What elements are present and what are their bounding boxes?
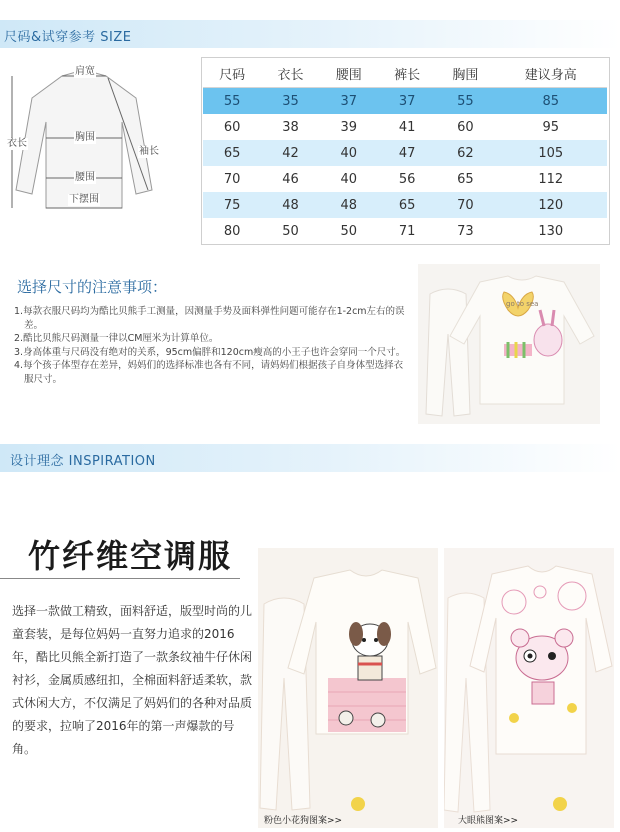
table-row <box>203 140 607 166</box>
table-cell: 65 <box>203 140 261 166</box>
headline-divider <box>0 578 240 579</box>
table-row <box>203 88 607 115</box>
table-cell: 48 <box>261 192 319 218</box>
table-header: 建议身高 <box>495 60 607 88</box>
diagram-label-chest: 胸围 <box>75 132 95 143</box>
table-cell: 80 <box>223 223 241 239</box>
product-description: 选择一款做工精致，面料舒适，版型时尚的儿童套装，是每位妈妈一直努力追求的2016年，酷比贝熊全新打造了一款条纹袖牛仔休闲衬衫，金属质感纽扣，全棉面料舒适柔软，款式休闲大方，不仅满足了妈妈们的各种对品质的要求，拉响了2016年的第一声爆款的号角。 <box>12 604 253 756</box>
table-cell: 71 <box>398 223 416 239</box>
table-header: 腰围 <box>320 60 378 88</box>
table-header: 胸围 <box>436 60 494 88</box>
pajama-set-image <box>418 264 600 424</box>
table-header: 尺码 <box>203 60 261 88</box>
headline: 竹纤维空调服 <box>28 537 233 575</box>
table-header: 衣长 <box>261 60 319 88</box>
table-cell: 56 <box>398 171 416 187</box>
table-cell: 112 <box>538 171 564 187</box>
table-cell: 55 <box>203 88 261 115</box>
size-section-header <box>0 20 620 48</box>
note-item: 1.每款衣服尺码均为酷比贝熊手工测量，因测量手势及面料弹性问题可能存在1-2cm左右的误差。 <box>14 306 405 331</box>
table-header: 裤长 <box>378 60 436 88</box>
table-cell: 40 <box>320 140 378 166</box>
table-row <box>203 114 607 140</box>
table-cell: 41 <box>398 119 416 135</box>
notes-title: 选择尺寸的注意事项： <box>17 278 168 296</box>
photo-label-bear: 大眼熊图案>> <box>458 816 519 826</box>
shirt-print-text: go to sea <box>506 300 539 308</box>
table-cell: 42 <box>261 140 319 166</box>
table-cell: 40 <box>340 171 358 187</box>
table-cell: 130 <box>538 223 564 239</box>
bear-pajama-image <box>444 548 614 828</box>
diagram-label-waist: 腰围 <box>75 172 95 183</box>
diagram-label-shoulder: 肩宽 <box>75 66 95 77</box>
table-cell: 105 <box>495 140 607 166</box>
table-cell: 60 <box>457 119 474 135</box>
table-cell: 55 <box>436 88 494 115</box>
garment-size-diagram <box>4 62 164 222</box>
table-row <box>203 166 607 192</box>
product-photo-puppy <box>258 548 438 828</box>
table-cell: 39 <box>340 119 358 135</box>
table-cell: 95 <box>542 119 560 135</box>
table-cell: 120 <box>495 192 607 218</box>
size-section-title: 尺码&试穿参考 SIZE <box>4 30 132 45</box>
note-item: 3.身高体重与尺码没有绝对的关系，95cm偏胖和120cm瘦高的小王子也许会穿同一个尺寸。 <box>14 346 406 358</box>
table-cell: 46 <box>282 171 299 187</box>
table-cell: 62 <box>436 140 494 166</box>
table-cell: 48 <box>320 192 378 218</box>
table-cell: 60 <box>223 119 241 135</box>
note-item: 2.酷比贝熊尺码测量一律以CM厘米为计算单位。 <box>14 333 219 344</box>
table-cell: 50 <box>282 223 299 239</box>
notes-list <box>14 305 406 386</box>
puppy-pajama-image <box>258 548 438 828</box>
note-item: 4.每个孩子体型存在差异，妈妈们的选择标准也各有不同，请妈妈们根据孩子自身体型选择衣服尺寸。 <box>14 360 404 385</box>
table-cell: 85 <box>495 88 607 115</box>
inspiration-section-title: 设计理念 INSPIRATION <box>10 454 156 469</box>
table-cell: 70 <box>223 171 241 187</box>
size-table-header-row <box>203 60 607 88</box>
diagram-label-length: 衣长 <box>7 138 27 149</box>
diagram-label-sleeve: 袖长 <box>139 146 159 157</box>
table-cell: 65 <box>378 192 436 218</box>
diagram-label-hem: 下摆围 <box>69 194 99 205</box>
table-cell: 50 <box>340 223 358 239</box>
table-cell: 65 <box>457 171 474 187</box>
product-photo-bear <box>444 548 614 828</box>
table-cell: 73 <box>457 223 474 239</box>
table-cell: 47 <box>378 140 436 166</box>
inspiration-section-header <box>0 444 620 472</box>
product-photo-top <box>418 264 600 424</box>
size-table <box>203 60 607 244</box>
table-row <box>203 192 607 218</box>
table-cell: 35 <box>261 88 319 115</box>
photo-label-puppy: 粉色小花狗图案>> <box>264 816 343 826</box>
table-cell: 37 <box>378 88 436 115</box>
table-cell: 75 <box>203 192 261 218</box>
table-cell: 37 <box>320 88 378 115</box>
table-cell: 38 <box>282 119 299 135</box>
table-row <box>203 218 607 244</box>
table-cell: 70 <box>436 192 494 218</box>
